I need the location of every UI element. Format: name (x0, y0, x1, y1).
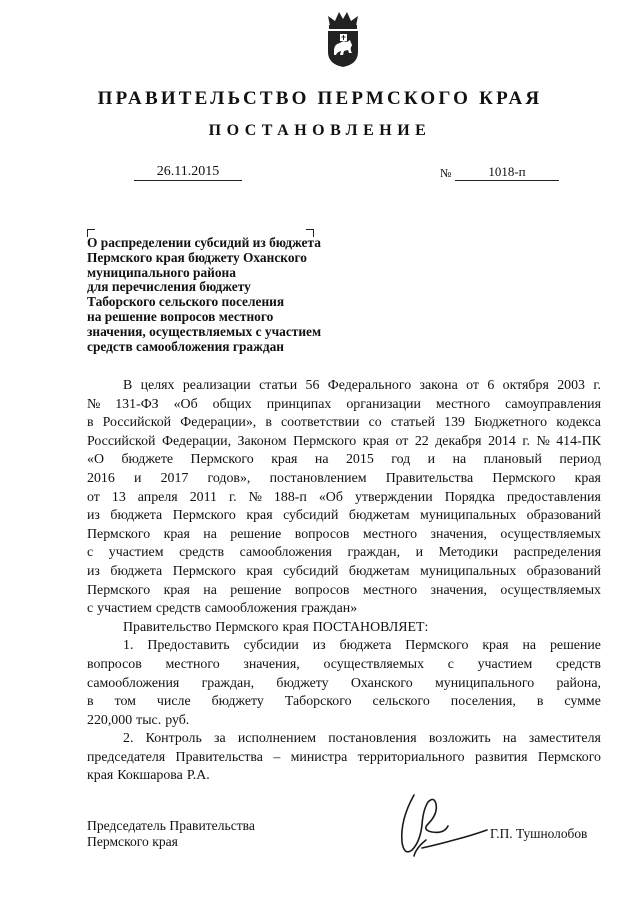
perm-krai-coat-of-arms-icon (322, 10, 364, 68)
body-line: «О бюджете Пермского края на 2015 год и на плановый период (87, 452, 601, 468)
body-line: 2. Контроль за исполнением постановления возложить на заместителя (123, 731, 601, 747)
handwritten-signature (392, 790, 497, 862)
body-line: с участием средств самообложения граждан, и Методики распределения (87, 545, 601, 561)
document-type: ПОСТАНОВЛЕНИЕ (208, 122, 432, 139)
body-line: № 131-ФЗ «Об общих принципах организации местного самоуправления (87, 396, 601, 412)
body-line: председателя Правительства – министра территориального развития Пермского (87, 749, 601, 765)
signer-name: Г.П. Тушнолобов (490, 826, 588, 841)
document-body (87, 377, 601, 786)
body-line: края Кокшарова Р.А. (87, 768, 210, 784)
body-line: Правительство Пермского края ПОСТАНОВЛЯЕТ: (123, 619, 429, 635)
body-line: в Российской Федерации», в соответствии со статьей 139 Бюджетного кодекса (87, 415, 601, 431)
body-line: из бюджета Пермского края субсидий бюджетам муниципальных образований (87, 563, 601, 579)
body-line: Российской Федерации, Законом Пермского края от 22 декабря 2014 г. № 414-ПК (87, 433, 601, 449)
subject-line: для перечисления бюджету (87, 279, 251, 295)
signer-title-line: Председатель Правительства (87, 818, 255, 833)
subject-line: средств самообложения граждан (87, 338, 285, 354)
signer-title-line: Пермского края (87, 833, 178, 849)
body-line: самообложения граждан, бюджету Оханского муниципального района, (87, 675, 601, 691)
document-number: 1018-п (455, 163, 559, 181)
signer-title (87, 818, 255, 849)
body-line: Пермского края на решение вопросов местного значения, осуществляемых (87, 582, 601, 598)
body-line: с участием средств самообложения граждан» (87, 601, 358, 617)
body-line: В целях реализации статьи 56 Федерального закона от 6 октября 2003 г. (123, 378, 601, 393)
government-title: ПРАВИТЕЛЬСТВО ПЕРМСКОГО КРАЯ (97, 88, 543, 109)
document-date: 26.11.2015 (134, 163, 242, 181)
subject-line: О распределении субсидий из бюджета (87, 235, 321, 250)
body-line: из бюджета Пермского края субсидий бюджетам муниципальных образований (87, 508, 601, 524)
subject-line: значения, осуществляемых с участием (87, 323, 322, 339)
body-line: 220,000 тыс. руб. (87, 712, 190, 728)
body-line: вопросов местного значения, осуществляемых с участием средств (87, 656, 601, 672)
number-sign: № (440, 166, 452, 180)
body-line: в том числе бюджету Таборского сельского поселения, в сумме (87, 694, 601, 710)
subject-line: Таборского сельского поселения (87, 294, 285, 310)
subject-line: на решение вопросов местного (87, 308, 274, 324)
body-line: 1. Предоставить субсидии из бюджета Пермского края на решение (123, 638, 601, 654)
subject-line: Пермского края бюджету Оханского (87, 249, 307, 265)
document-subject (87, 236, 377, 354)
body-line: от 13 апреля 2011 г. № 188-п «Об утверждении Порядка предоставления (87, 489, 601, 505)
subject-line: муниципального района (87, 264, 236, 280)
body-line: Пермского края на решение вопросов местного значения, осуществляемых (87, 526, 601, 542)
body-line: 2016 и 2017 годов», постановлением Правительства Пермского края (87, 470, 601, 486)
